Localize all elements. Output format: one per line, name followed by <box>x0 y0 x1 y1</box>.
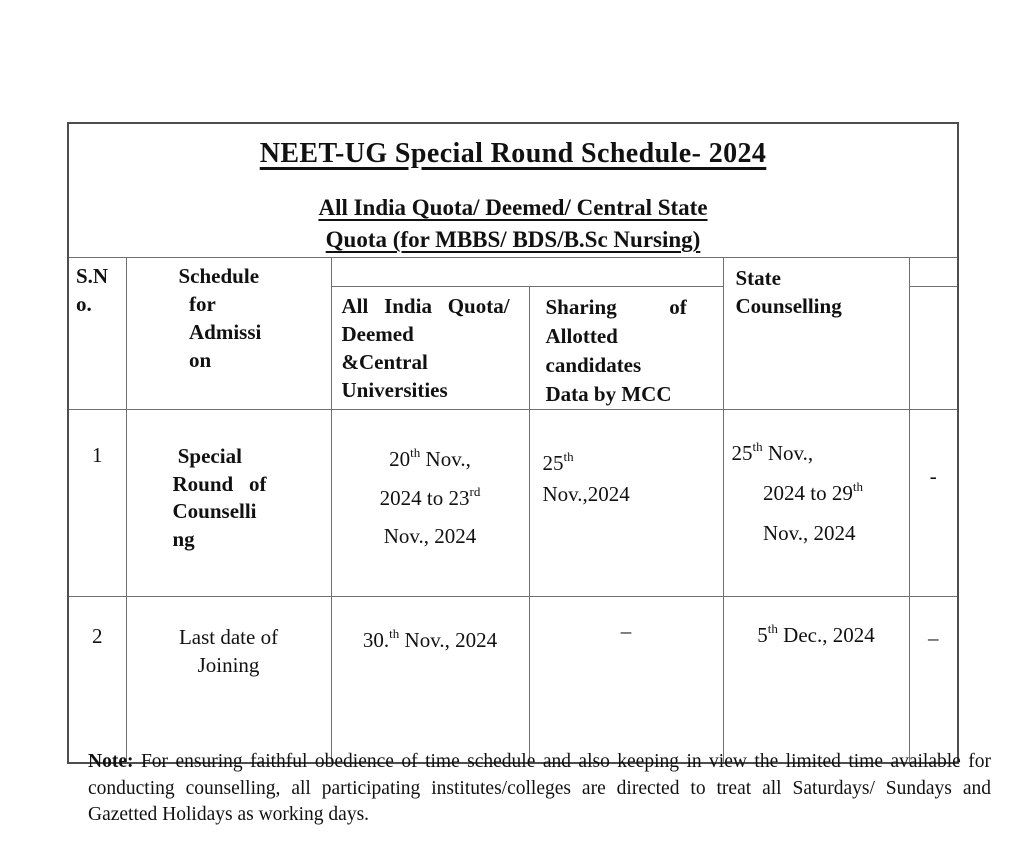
table-row-last-date <box>68 596 958 763</box>
cell-aiq-dates-2: 30.$^{th}$ Nov., 2024 <box>331 596 529 763</box>
page-subtitle <box>70 192 956 256</box>
header-last-empty-top <box>909 258 958 287</box>
header-row-group <box>68 258 958 287</box>
cell-schedule-1: Special Round of Counselli ng <box>126 409 331 596</box>
header-group-empty <box>331 258 723 287</box>
cell-sno-2: 2 <box>68 596 126 763</box>
note-label: Note: <box>88 751 134 772</box>
table-row-special-round <box>68 409 958 596</box>
subtitle-line-1: All India Quota/ Deemed/ Central State <box>318 195 708 220</box>
title-row <box>68 123 958 258</box>
cell-schedule-2: Last date of Joining <box>126 596 331 763</box>
cell-last-2: – <box>909 596 958 763</box>
header-sno: S.N o. <box>68 258 126 410</box>
cell-sharing-1: 25th Nov.,2024 <box>529 409 723 596</box>
header-last-empty-bottom <box>909 287 958 410</box>
page-title: NEET-UG Special Round Schedule- 2024 <box>259 138 767 169</box>
cell-last-1: - <box>909 409 958 596</box>
schedule-table <box>67 122 959 764</box>
subtitle-line-2: Quota (for MBBS/ BDS/B.Sc Nursing) <box>325 227 701 252</box>
header-sharing-mcc: Sharing of Allotted candidates Data by MCC <box>529 287 723 410</box>
header-state-counselling: State Counselling <box>723 258 909 410</box>
header-schedule: Schedule for Admissi on <box>126 258 331 410</box>
note-text: For ensuring faithful obedience of time schedule and also keeping in view the limited time available for conducting counselling, all participating institutes/colleges are directed to treat all Saturdays/ Sundays and Gazetted Holidays as working days. <box>88 751 991 826</box>
cell-state-1: 25th Nov., 2024 to 29th Nov., 2024 <box>723 409 909 596</box>
cell-sharing-2: – <box>529 596 723 763</box>
cell-aiq-dates-1: 20th Nov., 2024 to 23rd Nov., 2024 <box>331 409 529 596</box>
cell-state-2: 5th Dec., 2024 <box>723 596 909 763</box>
cell-sno-1: 1 <box>68 409 126 596</box>
footer-note <box>88 749 991 829</box>
title-cell <box>68 123 958 258</box>
header-all-india-quota: All India Quota/ Deemed &Central Universities <box>331 287 529 410</box>
